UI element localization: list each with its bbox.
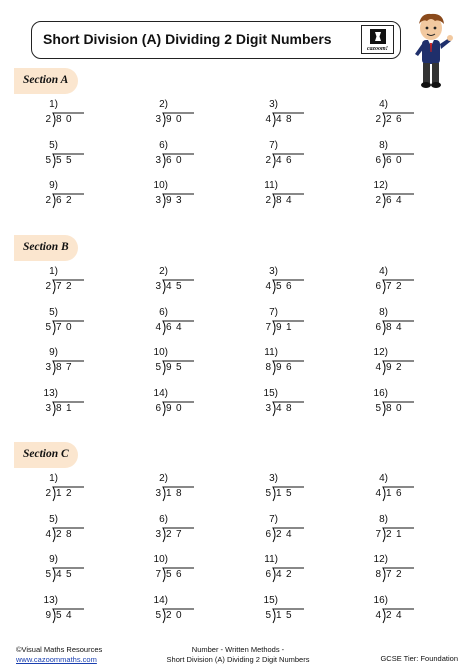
- dividend: 42: [276, 569, 297, 580]
- dividend: 92: [386, 362, 407, 373]
- divisor: 5: [45, 154, 51, 166]
- problem-number: 13): [43, 594, 58, 606]
- division-problem: [360, 554, 420, 586]
- division-problem: [140, 388, 200, 420]
- dividend: 27: [166, 528, 187, 540]
- footer-topic: [160, 645, 316, 664]
- division-problem: [30, 388, 90, 420]
- divisor: 7: [265, 321, 271, 333]
- dividend: 70: [56, 321, 77, 333]
- dividend: 56: [276, 281, 297, 292]
- division-problem: [250, 99, 310, 131]
- divisor: 6: [265, 528, 271, 540]
- dividend: 15: [276, 609, 297, 621]
- problem-number: 14): [153, 594, 168, 606]
- dividend: 28: [56, 528, 77, 540]
- problem-number: 6): [159, 139, 168, 151]
- dividend: 64: [386, 195, 407, 206]
- problem-number: 5): [49, 139, 58, 151]
- divisor: 2: [45, 281, 51, 292]
- division-problem: [30, 99, 90, 131]
- dividend: 87: [56, 362, 77, 373]
- divisor: 8: [375, 569, 381, 580]
- divisor: 2: [45, 488, 51, 499]
- dividend: 16: [386, 488, 407, 499]
- division-problem: [140, 266, 200, 298]
- logo-mark-icon: [370, 29, 386, 44]
- problem-number: 9): [49, 180, 58, 191]
- division-problem: [30, 473, 90, 505]
- problem-number: 11): [264, 347, 278, 358]
- division-problem: [140, 180, 200, 212]
- title-box: [31, 21, 401, 59]
- page-title: Short Division (A) Dividing 2 Digit Numbers: [43, 31, 332, 47]
- dividend: 60: [166, 154, 187, 166]
- problem-number: 2): [159, 99, 168, 110]
- division-problem: [250, 140, 310, 172]
- problem-number: 11): [264, 180, 278, 191]
- problem-number: 8): [379, 306, 388, 318]
- division-problem: [250, 514, 310, 546]
- dividend: 45: [56, 569, 77, 580]
- division-problem: [30, 514, 90, 546]
- divisor: 6: [375, 321, 381, 333]
- dividend: 20: [166, 609, 187, 621]
- problem-number: 10): [153, 554, 168, 565]
- divisor: 5: [45, 321, 51, 333]
- divisor: 3: [45, 402, 51, 414]
- divisor: 4: [375, 362, 381, 373]
- dividend: 48: [276, 114, 297, 125]
- divisor: 2: [375, 114, 381, 125]
- section-header: [14, 235, 78, 261]
- dividend: 72: [56, 281, 77, 292]
- divisor: 2: [375, 195, 381, 206]
- dividend: 72: [386, 569, 407, 580]
- dividend: 96: [276, 362, 297, 373]
- footer-topic-line2: Short Division (A) Dividing 2 Digit Numbers: [166, 654, 310, 664]
- mascot-boy-icon: [409, 12, 455, 90]
- problem-number: 12): [373, 180, 388, 191]
- problem-number: 5): [49, 306, 58, 318]
- cazoom-logo: [361, 25, 394, 54]
- division-problem: [140, 595, 200, 627]
- problem-number: 10): [153, 180, 168, 191]
- section-label: Section C: [23, 448, 69, 460]
- divisor: 3: [155, 154, 161, 166]
- problem-number: 13): [43, 387, 58, 399]
- divisor: 3: [155, 488, 161, 499]
- division-problem: [250, 595, 310, 627]
- problem-number: 4): [379, 473, 388, 484]
- division-problem: [30, 140, 90, 172]
- divisor: 2: [265, 195, 271, 206]
- divisor: 3: [265, 402, 271, 414]
- division-problem: [250, 388, 310, 420]
- division-problem: [140, 99, 200, 131]
- division-problem: [250, 473, 310, 505]
- problem-number: 8): [379, 513, 388, 525]
- dividend: 56: [166, 569, 187, 580]
- division-problem: [30, 595, 90, 627]
- divisor: 4: [155, 321, 161, 333]
- dividend: 84: [276, 195, 297, 206]
- divisor: 5: [155, 609, 161, 621]
- problem-number: 1): [49, 473, 58, 484]
- division-problem: [360, 473, 420, 505]
- division-problem: [30, 347, 90, 379]
- dividend: 64: [166, 321, 187, 333]
- division-problem: [140, 514, 200, 546]
- footer-tier: GCSE Tier: Foundation: [380, 654, 458, 663]
- footer-left: [16, 645, 102, 664]
- divisor: 4: [265, 114, 271, 125]
- divisor: 4: [265, 281, 271, 292]
- dividend: 26: [386, 114, 407, 125]
- division-problem: [360, 140, 420, 172]
- division-problem: [140, 140, 200, 172]
- website-link[interactable]: www.cazoommaths.com: [16, 654, 97, 664]
- problem-number: 3): [269, 99, 278, 110]
- problem-number: 1): [49, 266, 58, 277]
- divisor: 8: [265, 362, 271, 373]
- dividend: 93: [166, 195, 187, 206]
- dividend: 80: [56, 114, 77, 125]
- division-problem: [140, 307, 200, 339]
- problem-number: 14): [153, 387, 168, 399]
- divisor: 3: [155, 281, 161, 292]
- dividend: 91: [276, 321, 297, 333]
- dividend: 54: [56, 609, 77, 621]
- dividend: 60: [386, 154, 407, 166]
- section-header: [14, 442, 78, 468]
- divisor: 3: [155, 195, 161, 206]
- dividend: 45: [166, 281, 187, 292]
- divisor: 4: [45, 528, 51, 540]
- logo-text: cazoom!: [367, 46, 388, 52]
- dividend: 95: [166, 362, 187, 373]
- divisor: 5: [155, 362, 161, 373]
- divisor: 5: [265, 609, 271, 621]
- section-label: Section B: [23, 241, 69, 253]
- divisor: 3: [155, 528, 161, 540]
- division-problem: [30, 180, 90, 212]
- problem-number: 10): [153, 347, 168, 358]
- problem-number: 15): [263, 387, 278, 399]
- dividend: 81: [56, 402, 77, 414]
- dividend: 84: [386, 321, 407, 333]
- problem-number: 12): [373, 347, 388, 358]
- problem-number: 4): [379, 99, 388, 110]
- divisor: 2: [45, 195, 51, 206]
- dividend: 12: [56, 488, 77, 499]
- section-header: [14, 68, 78, 94]
- copyright-text: ©Visual Maths Resources: [16, 645, 103, 654]
- dividend: 24: [276, 528, 297, 540]
- problem-number: 5): [49, 513, 58, 525]
- division-problem: [360, 180, 420, 212]
- problem-number: 1): [49, 99, 58, 110]
- problem-number: 2): [159, 266, 168, 277]
- divisor: 7: [375, 528, 381, 540]
- problem-number: 15): [263, 594, 278, 606]
- dividend: 90: [166, 402, 187, 414]
- dividend: 55: [56, 154, 77, 166]
- dividend: 80: [386, 402, 407, 414]
- division-problem: [250, 266, 310, 298]
- division-problem: [30, 307, 90, 339]
- dividend: 18: [166, 488, 187, 499]
- dividend: 62: [56, 195, 77, 206]
- problem-number: 3): [269, 266, 278, 277]
- division-problem: [140, 554, 200, 586]
- dividend: 90: [166, 114, 187, 125]
- divisor: 6: [155, 402, 161, 414]
- problem-number: 7): [269, 139, 278, 151]
- divisor: 4: [375, 609, 381, 621]
- problem-number: 4): [379, 266, 388, 277]
- division-problem: [360, 99, 420, 131]
- dividend: 21: [386, 528, 407, 540]
- problem-number: 16): [373, 594, 388, 606]
- problem-number: 9): [49, 347, 58, 358]
- dividend: 48: [276, 402, 297, 414]
- divisor: 6: [375, 281, 381, 292]
- division-problem: [140, 347, 200, 379]
- divisor: 2: [45, 114, 51, 125]
- division-problem: [360, 266, 420, 298]
- divisor: 6: [375, 154, 381, 166]
- divisor: 2: [265, 154, 271, 166]
- division-problem: [250, 347, 310, 379]
- division-problem: [360, 347, 420, 379]
- problem-number: 6): [159, 513, 168, 525]
- divisor: 3: [155, 114, 161, 125]
- section-label: Section A: [23, 74, 69, 86]
- problem-number: 7): [269, 306, 278, 318]
- problem-number: 2): [159, 473, 168, 484]
- footer-topic-line1: Number - Written Methods -: [191, 645, 285, 654]
- problem-number: 8): [379, 139, 388, 151]
- divisor: 5: [375, 402, 381, 414]
- divisor: 9: [45, 609, 51, 621]
- divisor: 7: [155, 569, 161, 580]
- division-problem: [140, 473, 200, 505]
- division-problem: [360, 307, 420, 339]
- division-problem: [250, 554, 310, 586]
- dividend: 72: [386, 281, 407, 292]
- problem-number: 16): [373, 387, 388, 399]
- problem-number: 6): [159, 306, 168, 318]
- division-problem: [360, 595, 420, 627]
- divisor: 6: [265, 569, 271, 580]
- problem-number: 3): [269, 473, 278, 484]
- dividend: 24: [386, 609, 407, 621]
- divisor: 3: [45, 362, 51, 373]
- problem-number: 11): [264, 554, 278, 565]
- divisor: 5: [45, 569, 51, 580]
- division-problem: [360, 514, 420, 546]
- division-problem: [250, 180, 310, 212]
- problem-number: 12): [373, 554, 388, 565]
- division-problem: [30, 554, 90, 586]
- divisor: 5: [265, 488, 271, 499]
- dividend: 46: [276, 154, 297, 166]
- dividend: 15: [276, 488, 297, 499]
- division-problem: [30, 266, 90, 298]
- division-problem: [360, 388, 420, 420]
- divisor: 4: [375, 488, 381, 499]
- division-problem: [250, 307, 310, 339]
- problem-number: 7): [269, 513, 278, 525]
- problem-number: 9): [49, 554, 58, 565]
